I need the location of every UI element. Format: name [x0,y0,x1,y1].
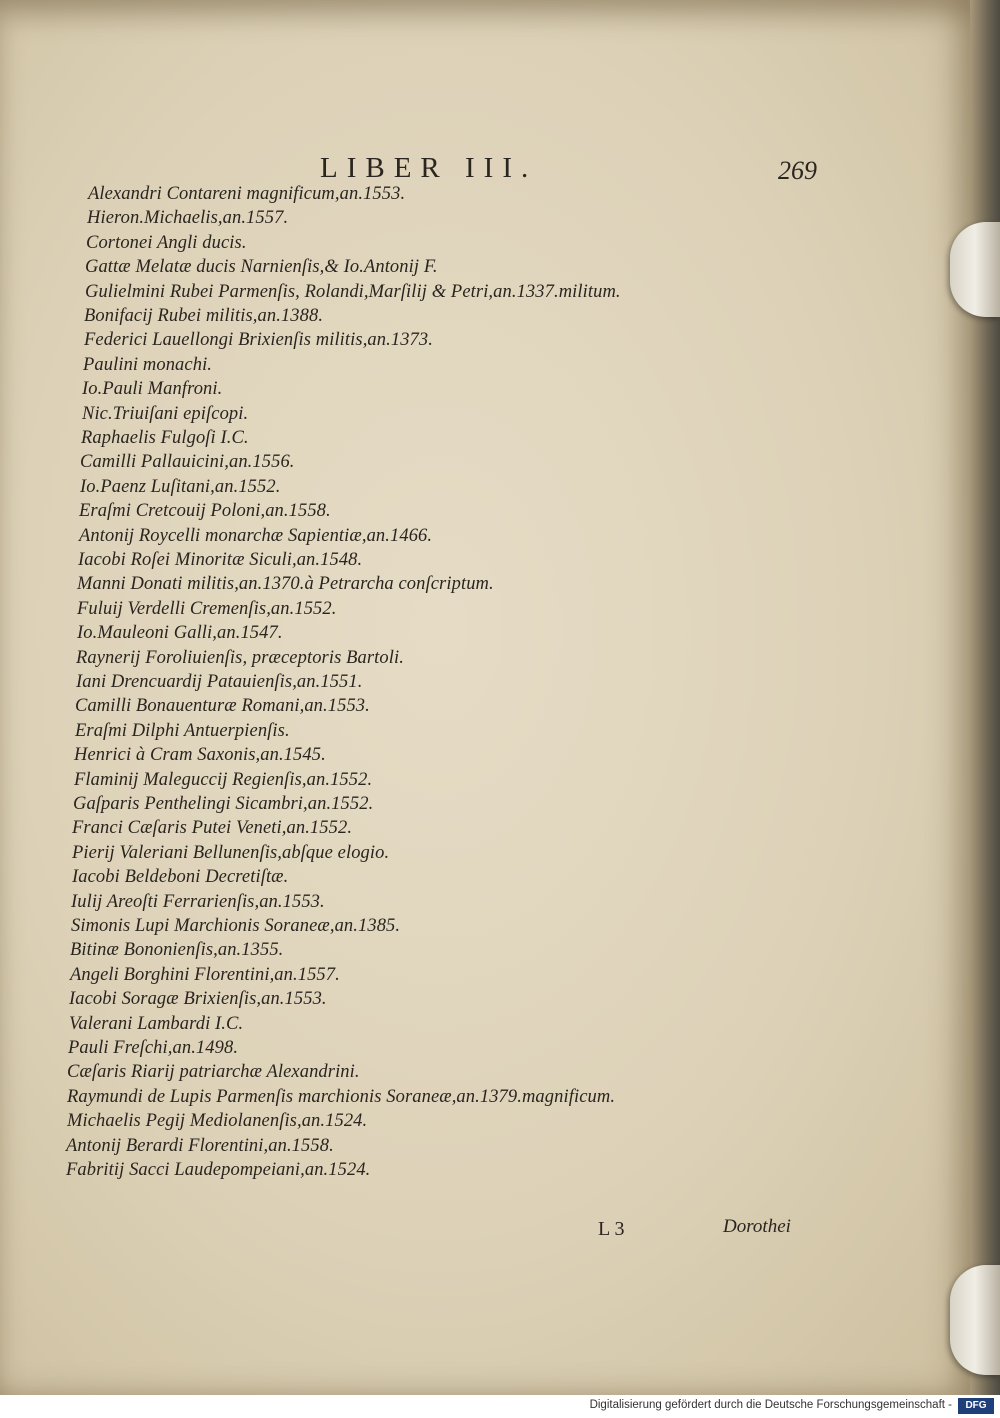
entry-line: Flaminij Maleguccij Regienſis,an.1552. [74,769,373,790]
entry-line: Iani Drencuardij Patauienſis,an.1551. [76,672,363,692]
entry-line: Paulini monachi. [83,354,213,375]
page-clip-bottom [950,1265,1000,1375]
entry-line: Valerani Lambardi I.C. [69,1013,244,1034]
entry-line: Hieron.Michaelis,an.1557. [87,208,289,229]
entry-line: Eraſmi Dilphi Antuerpienſis. [75,720,290,741]
entry-line: Cortonei Angli ducis. [86,232,247,253]
entry-line: Federici Lauellongi Brixienſis militis,an.1373. [84,330,433,351]
entry-line: Antonij Roycelli monarchæ Sapientiæ,an.1466. [79,525,433,546]
entry-line: Alexandri Contareni magnificum,an.1553. [88,184,406,204]
entry-line: Michaelis Pegij Mediolanenſis,an.1524. [67,1111,368,1132]
entry-line: Iacobi Soragæ Brixienſis,an.1553. [69,989,327,1010]
entry-line: Camilli Bonauenturæ Romani,an.1553. [75,696,370,717]
entry-line: Fabritij Sacci Laudepompeiani,an.1524. [66,1160,371,1180]
entry-line: Eraſmi Cretcouij Poloni,an.1558. [79,501,331,522]
entry-line: Bitinæ Bononienſis,an.1355. [70,940,284,961]
entry-line: Io.Paenz Luſitani,an.1552. [80,476,281,497]
header-title: LIBER III. [320,152,538,184]
entry-line: Antonij Berardi Florentini,an.1558. [66,1135,334,1156]
page-clip-top [950,222,1000,317]
entry-line: Gaſparis Penthelingi Sicambri,an.1552. [73,794,374,814]
entry-line: Iacobi Beldeboni Decretiſtæ. [72,867,289,888]
entry-line: Bonifacij Rubei militis,an.1388. [84,306,324,326]
credit-text: Digitalisierung gefördert durch die Deutsche Forschungsgemeinschaft - [589,1399,952,1411]
signature-mark: L 3 [598,1218,625,1240]
entry-line: Io.Pauli Manfroni. [82,379,223,400]
entry-line: Gattæ Melatæ ducis Narnienſis,& Io.Antonij F. [85,257,438,278]
entry-line: Pauli Freſchi,an.1498. [68,1038,239,1058]
entry-line: Fuluij Verdelli Cremenſis,an.1552. [77,598,337,619]
credit-bar [0,1395,1000,1418]
entry-line: Raphaelis Fulgoſi I.C. [81,428,249,448]
entry-line: Cæſaris Riarij patriarchæ Alexandrini. [67,1062,360,1083]
entry-line: Franci Cæſaris Putei Veneti,an.1552. [72,818,353,839]
entry-line: Camilli Pallauicini,an.1556. [80,452,295,473]
entry-line: Iacobi Roſei Minoritæ Siculi,an.1548. [78,550,363,570]
entry-line: Simonis Lupi Marchionis Soraneæ,an.1385. [71,916,401,936]
entry-line: Raynerij Foroliuienſis, præceptoris Bartoli. [76,647,404,668]
entry-line: Iulij Areoſti Ferrarienſis,an.1553. [71,891,325,912]
entry-line: Raymundi de Lupis Parmenſis marchionis Soraneæ,an.1379.magnificum. [67,1086,616,1107]
entry-line: Angeli Borghini Florentini,an.1557. [70,964,340,985]
page-number: 269 [778,156,817,185]
entry-line: Pierij Valeriani Bellunenſis,abſque elogio. [72,842,390,863]
entry-line: Manni Donati militis,an.1370.à Petrarcha conſcriptum. [77,574,494,595]
catchword: Dorothei [723,1216,791,1237]
entry-line: Henrici à Cram Saxonis,an.1545. [74,745,326,766]
dfg-logo: DFG [958,1398,994,1414]
entry-line: Io.Mauleoni Galli,an.1547. [77,623,283,644]
entry-line: Gulielmini Rubei Parmenſis, Rolandi,Marſilij & Petri,an.1337.militum. [85,281,621,302]
entry-line: Nic.Triuiſani epiſcopi. [82,403,249,424]
page-edge-shadow [970,0,1000,1395]
